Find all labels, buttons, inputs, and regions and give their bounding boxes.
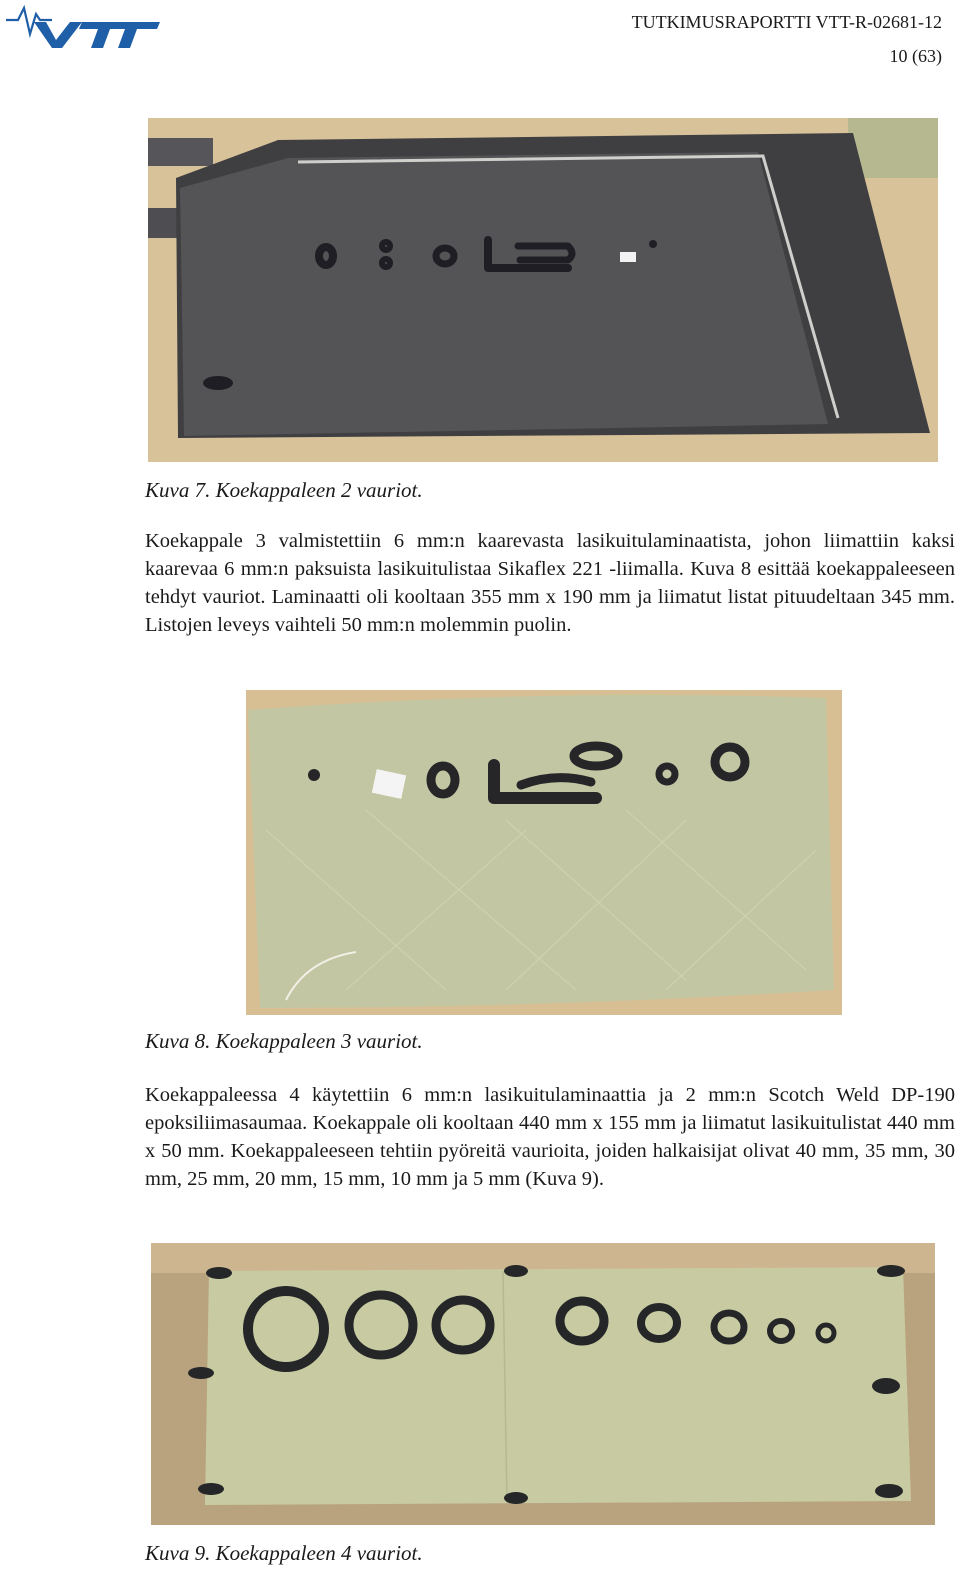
figure-8-caption: Kuva 8. Koekappaleen 3 vauriot.	[145, 1029, 423, 1053]
figure-9-caption: Kuva 9. Koekappaleen 4 vauriot.	[145, 1541, 423, 1565]
page-number: 10 (63)	[889, 46, 942, 66]
figure-8-photo	[246, 690, 842, 1015]
paragraph-koekappale-3: Koekappale 3 valmistettiin 6 mm:n kaarevasta lasikuitulaminaatista, johon liimattiin kaksi kaarevaa 6 mm:n paksuista lasikuitulistaa Sikaflex 221 -liimalla. Kuva 8 esittää koekappaleeseen tehdyt vauriot. Laminaatti oli kooltaan 355 mm x 190 mm ja liimatut listat pituudeltaan 345 mm. Listojen leveys vaihteli 50 mm:n molemmin puolin.	[145, 530, 955, 636]
figure-9-photo	[151, 1243, 935, 1525]
paragraph-koekappale-4: Koekappaleessa 4 käytettiin 6 mm:n lasikuitulaminaattia ja 2 mm:n Scotch Weld DP-190 epoksiliimasaumaa. Koekappale oli kooltaan 440 mm x 155 mm ja liimatut lasikuitulistat 440 mm x 50 mm. Koekappaleeseen tehtiin pyöreitä vaurioita, joiden halkaisijat olivat 40 mm, 35 mm, 30 mm, 25 mm, 20 mm, 15 mm, 10 mm ja 5 mm (Kuva 9).	[145, 1084, 955, 1190]
vtt-logo	[4, 0, 164, 58]
figure-7-caption: Kuva 7. Koekappaleen 2 vauriot.	[145, 478, 423, 502]
figure-7-photo	[148, 118, 938, 462]
report-id: TUTKIMUSRAPORTTI VTT-R-02681-12	[631, 12, 942, 32]
